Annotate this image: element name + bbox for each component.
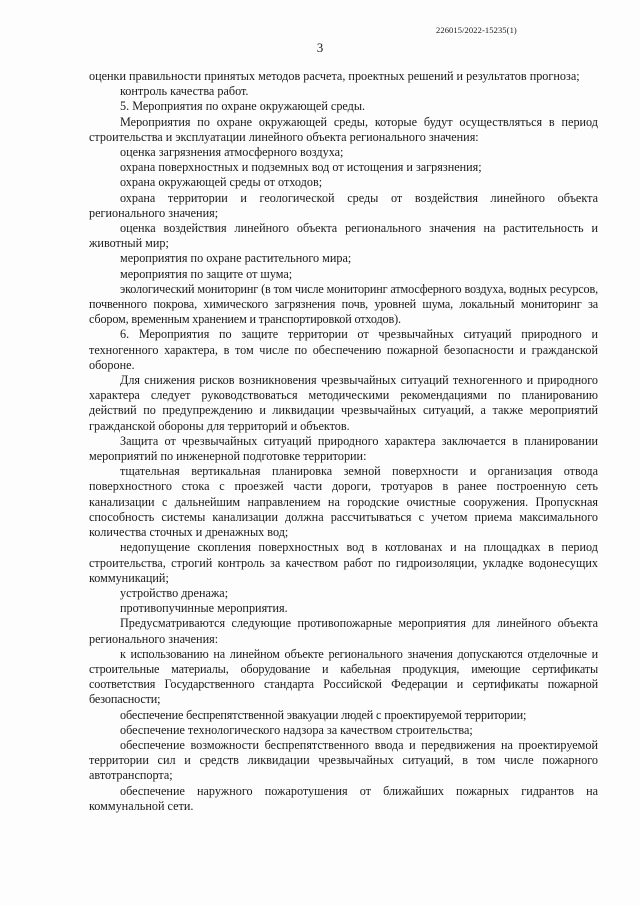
list-item: обеспечение беспрепятственной эвакуации людей с проектируемой территории;: [120, 707, 527, 722]
list-item: недопущение скопления поверхностных вод в котлованах и на площадках в период строительства, строгий контроль за качеством работ по гидроизоляции, укладке водонесущих коммуникаций;: [89, 540, 598, 585]
list-item: охрана поверхностных и подземных вод от истощения и загрязнения;: [120, 160, 482, 175]
list-item: обеспечение возможности беспрепятственного ввода и передвижения на проектируемой территории сил и средств ликвидации чрезвычайных ситуаций, в том числе пожарного автотранспорта;: [89, 737, 598, 783]
list-item: противопучинные мероприятия.: [120, 601, 288, 616]
paragraph: Защита от чрезвычайных ситуаций природного характера заключается в планировании мероприятий по инженерной подготовке территории:: [89, 433, 598, 464]
list-item: экологический мониторинг (в том числе мониторинг атмосферного воздуха, водных ресурсов, почвенного покрова, химического загрязнения почв, уровней шума, локальный мониторинг за сбором, временным хранением и транспортировкой отходов).: [89, 281, 598, 327]
document-number: 226015/2022-15235(1): [436, 25, 517, 35]
list-item: тщательная вертикальная планировка земной поверхности и организация отвода поверхностного стока с проезжей части дороги, тротуаров в ранее построенную сеть канализации с дальнейшим направлением на городские очистные сооружения. Пропускная способность системы канализации должна рассчитываться с учетом приема максимального количества сточных и дренажных вод;: [89, 464, 598, 540]
paragraph: контроль качества работ.: [120, 84, 249, 99]
paragraph: Мероприятия по охране окружающей среды, которые будут осуществляться в период строительства и эксплуатации линейного объекта регионального значения:: [89, 114, 598, 144]
paragraph: Для снижения рисков возникновения чрезвычайных ситуаций техногенного и природного характера следует руководствоваться методическими рекомендациями по планированию действий по предупреждению и ликвидации чрезвычайных ситуаций, а также мероприятий гражданской обороны для территорий и объектов.: [89, 373, 598, 433]
list-item: охрана окружающей среды от отходов;: [120, 175, 323, 190]
section-heading: 6. Мероприятия по защите территории от чрезвычайных ситуаций природного и техногенного характера, в том числе по обеспечению пожарной безопасности и гражданской обороне.: [89, 327, 598, 372]
list-item: устройство дренажа;: [120, 585, 229, 600]
list-item: обеспечение технологического надзора за качеством строительства;: [120, 722, 473, 737]
list-item: мероприятия по защите от шума;: [120, 266, 293, 281]
page-number: 3: [316, 40, 324, 55]
document-body: [89, 69, 598, 814]
paragraph: оценки правильности принятых методов расчета, проектных решений и результатов прогноза;: [89, 69, 580, 83]
list-item: мероприятия по охране растительного мира;: [120, 251, 352, 266]
list-item: к использованию на линейном объекте регионального значения допускаются отделочные и строительные материалы, оборудование и кабельная продукция, имеющие сертификаты соответствия Государственного стандарта Российской Федерации и сертификаты пожарной безопасности;: [89, 646, 598, 707]
list-item: охрана территории и геологической среды от воздействия линейного объекта регионального значения;: [89, 190, 598, 220]
section-heading: 5. Мероприятия по охране окружающей среды.: [120, 99, 366, 114]
list-item: оценка воздействия линейного объекта регионального значения на растительность и животный мир;: [89, 221, 598, 251]
paragraph: Предусматриваются следующие противопожарные мероприятия для линейного объекта регионального значения:: [89, 616, 598, 646]
list-item: оценка загрязнения атмосферного воздуха;: [120, 145, 344, 160]
list-item: обеспечение наружного пожаротушения от ближайших пожарных гидрантов на коммунальной сети.: [89, 783, 598, 813]
